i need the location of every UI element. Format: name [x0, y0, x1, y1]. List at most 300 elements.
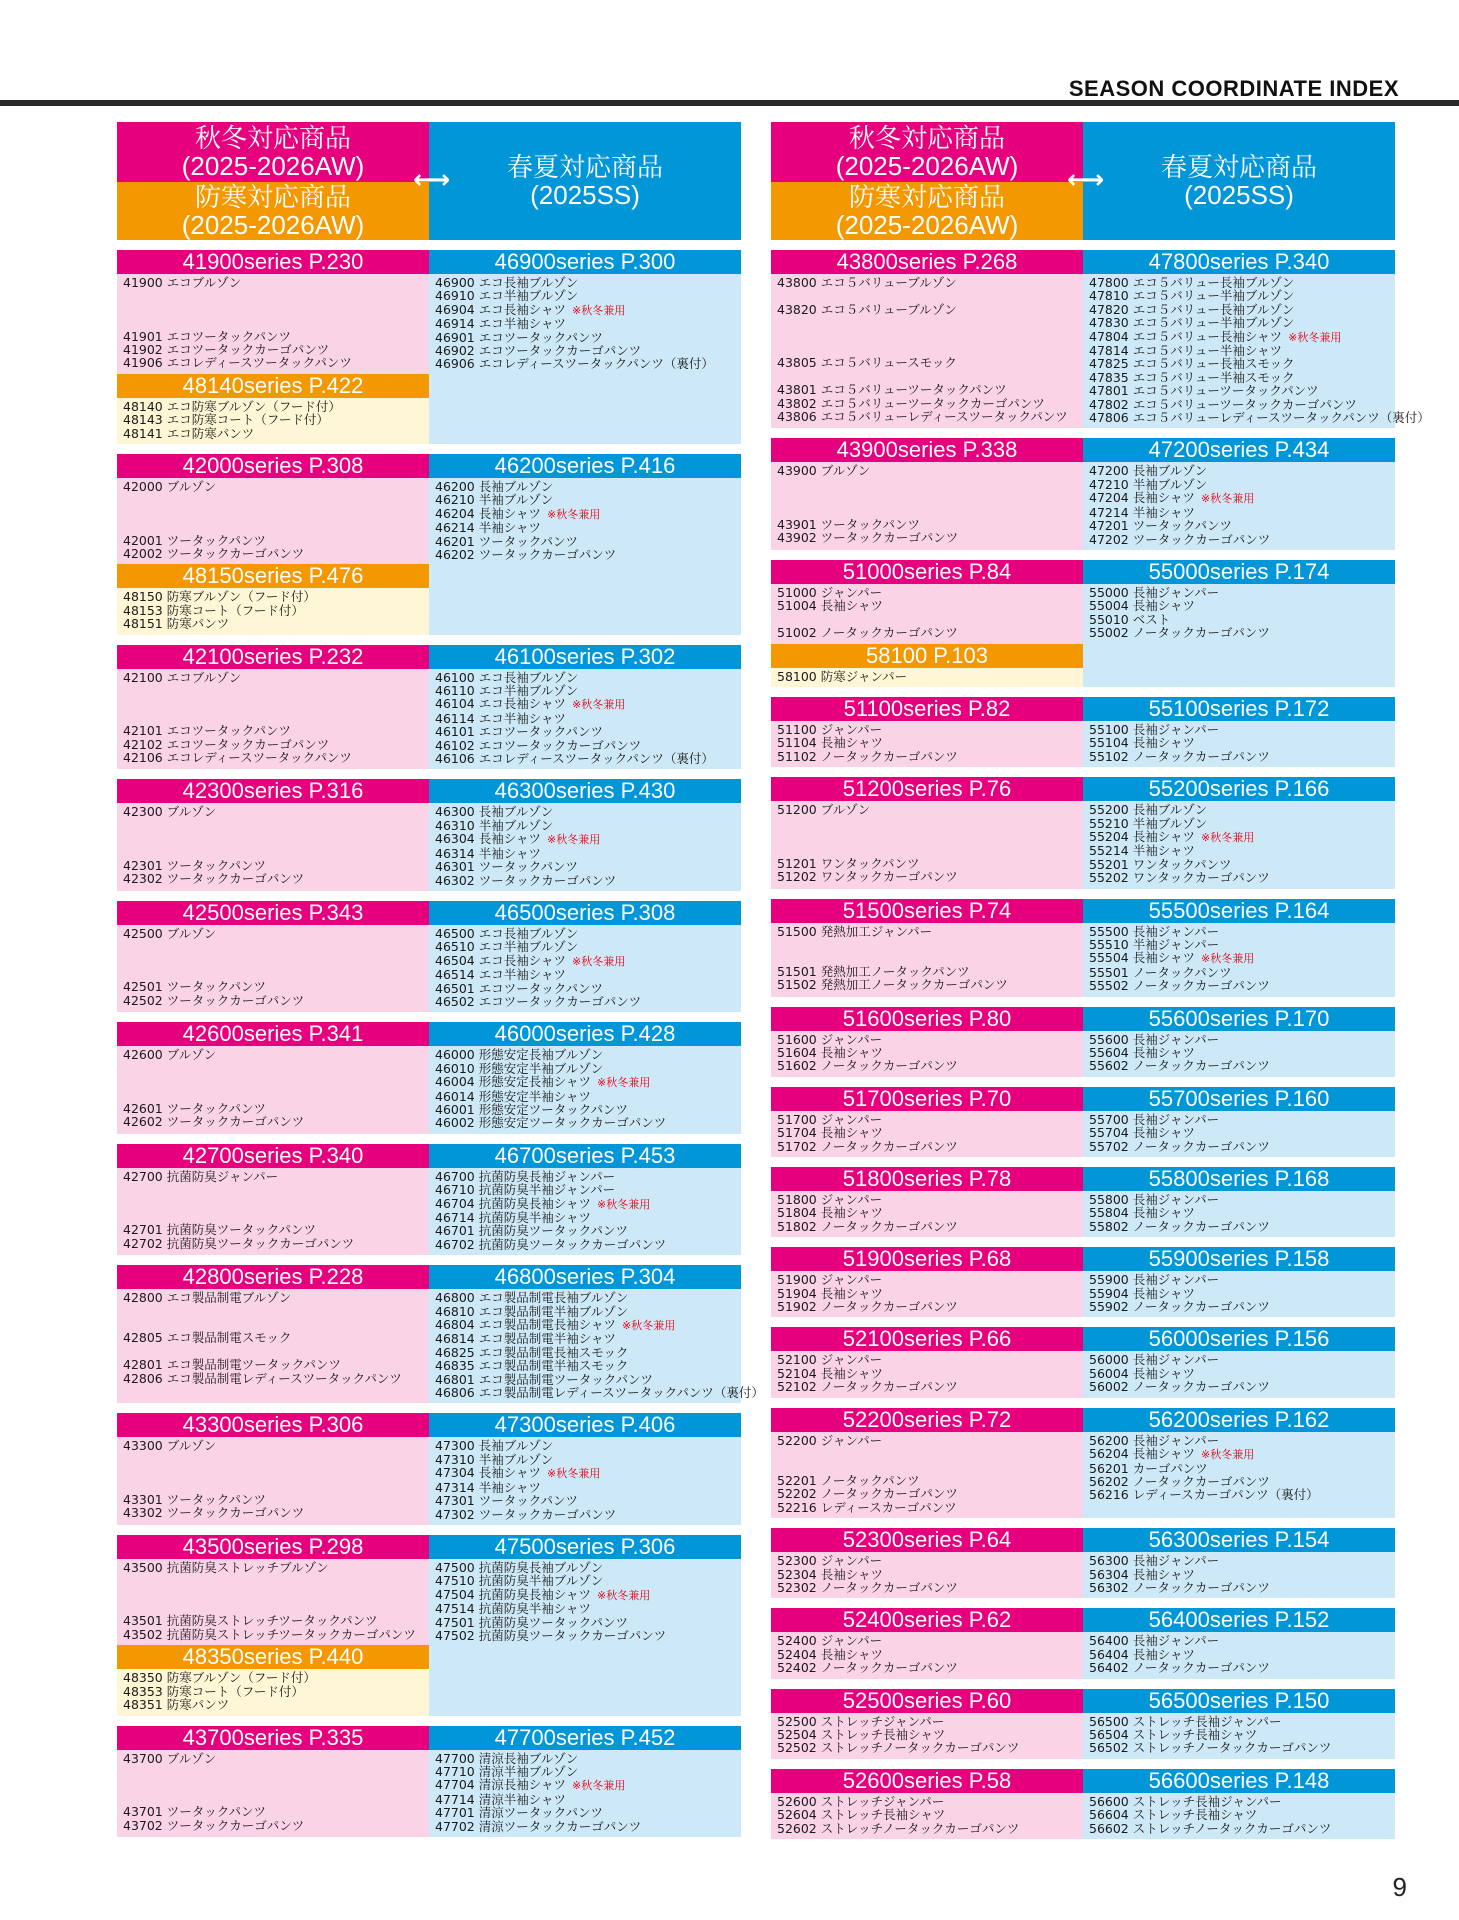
product-name: 46104 エコ長袖シャツ	[435, 696, 566, 712]
product-item: 51702 ノータックカーゴパンツ	[777, 1138, 958, 1154]
product-name: 56000 長袖ジャンパー	[1089, 1352, 1220, 1368]
column-header	[771, 122, 1395, 240]
product-item	[435, 1346, 735, 1359]
series-heading: 52200series P.72	[771, 1408, 1083, 1432]
series-heading: 51100series P.82	[771, 697, 1083, 721]
series-row	[771, 1087, 1395, 1157]
series-heading: 55500series P.164	[1083, 899, 1395, 923]
series-heading: 55100series P.172	[1083, 697, 1395, 721]
product-item: 52602 ストレッチノータックカーゴパンツ	[777, 1820, 1020, 1836]
spacer	[123, 1183, 423, 1196]
season-note: ※秋冬兼用	[1201, 1448, 1255, 1462]
series-items	[771, 584, 1083, 644]
product-item	[435, 1197, 735, 1211]
product-item	[1089, 938, 1389, 951]
product-name: 47202 ツータックカーゴパンツ	[1089, 531, 1271, 547]
autumn-winter-cell	[771, 250, 1083, 428]
series-row	[117, 1413, 741, 1524]
series-row	[771, 438, 1395, 549]
product-item	[435, 1466, 735, 1480]
product-item	[435, 521, 735, 534]
series-heading: 56200series P.162	[1083, 1408, 1395, 1432]
series-items	[429, 925, 741, 1012]
autumn-winter-cell	[771, 777, 1083, 888]
product-item: 52104 長袖シャツ	[777, 1365, 883, 1381]
product-item	[435, 1116, 735, 1129]
aw-header-title: 秋冬対応商品	[848, 123, 1005, 153]
product-item	[435, 1765, 735, 1778]
product-name: 55602 ノータックカーゴパンツ	[1089, 1058, 1270, 1074]
product-item	[435, 1332, 735, 1345]
spacer	[123, 1466, 423, 1479]
series-rows-left	[117, 249, 764, 1837]
spring-summer-cell	[1083, 249, 1430, 428]
spring-summer-cell	[1083, 697, 1395, 767]
spacer	[123, 711, 423, 724]
product-name: 55102 ノータックカーゴパンツ	[1089, 748, 1270, 764]
product-item	[435, 548, 735, 561]
series-heading: 46100series P.302	[429, 645, 741, 669]
spring-summer-cell	[1083, 1167, 1395, 1237]
spacer	[777, 370, 1077, 383]
product-item: 42801 エコ製品制電ツータックパンツ	[123, 1357, 341, 1373]
product-name: 47214 半袖シャツ	[1089, 504, 1195, 520]
series-items	[771, 1793, 1083, 1839]
series-items	[1083, 1031, 1395, 1077]
spring-summer-cell	[429, 1413, 741, 1524]
product-name: 47502 抗菌防臭ツータックカーゴパンツ	[435, 1627, 667, 1643]
product-item: 43902 ツータックカーゴパンツ	[777, 530, 959, 546]
product-item	[435, 1075, 735, 1089]
product-name: 46801 エコ製品制電ツータックパンツ	[435, 1371, 653, 1387]
product-item: 48150 防寒ブルゾン（フード付）	[123, 589, 316, 605]
product-item	[435, 832, 735, 846]
autumn-winter-cell	[117, 1022, 429, 1133]
autumn-winter-cell	[771, 560, 1083, 687]
product-item	[435, 968, 735, 981]
spacer	[777, 343, 1077, 356]
series-heading: 51500series P.74	[771, 899, 1083, 923]
spacer	[777, 316, 1077, 329]
product-item	[435, 1629, 735, 1642]
autumn-winter-cell	[117, 645, 429, 770]
autumn-winter-cell	[771, 438, 1083, 549]
product-name: 46304 長袖シャツ	[435, 831, 541, 847]
product-name: 56504 ストレッチ長袖シャツ	[1089, 1726, 1258, 1742]
product-item	[1089, 626, 1389, 639]
product-name: 55902 ノータックカーゴパンツ	[1089, 1299, 1270, 1315]
product-item	[435, 1170, 735, 1183]
series-row	[117, 1535, 741, 1716]
series-heading: 47200series P.434	[1083, 438, 1395, 462]
product-item	[1089, 599, 1389, 612]
product-item	[435, 1616, 735, 1629]
series-heading: 43500series P.298	[117, 1535, 429, 1559]
product-item: 41900 エコブルゾン	[123, 275, 242, 290]
product-item: 52604 ストレッチ長袖シャツ	[777, 1807, 946, 1823]
product-item: 42301 ツータックパンツ	[123, 858, 266, 874]
cold-header-title: 防寒対応商品	[848, 182, 1005, 212]
product-name: 46900 エコ長袖ブルゾン	[435, 275, 579, 290]
right-column	[771, 122, 1430, 1839]
product-name: 47701 清涼ツータックパンツ	[435, 1805, 603, 1821]
spring-summer-cell	[429, 1022, 741, 1133]
spring-summer-cell	[1083, 1327, 1395, 1397]
product-item: 51904 長袖シャツ	[777, 1285, 883, 1301]
spacer	[123, 507, 423, 520]
product-item: 51104 長袖シャツ	[777, 735, 883, 751]
spring-summer-cell	[429, 645, 741, 770]
product-name: 47210 半袖ブルゾン	[1089, 476, 1208, 492]
product-item	[1089, 1822, 1389, 1835]
double-arrow-icon: ⟷	[1067, 165, 1105, 195]
product-item: 48350 防寒ブルゾン（フード付）	[123, 1670, 316, 1686]
product-name: 47820 エコ５バリュー長袖ブルゾン	[1089, 301, 1295, 317]
product-name: 55002 ノータックカーゴパンツ	[1089, 625, 1270, 641]
season-note: ※秋冬兼用	[1288, 330, 1342, 344]
series-heading: 46300series P.430	[429, 779, 741, 803]
spring-summer-cell	[1083, 1608, 1395, 1678]
spacer	[123, 1305, 423, 1318]
series-row	[771, 1167, 1395, 1237]
aw-header-season: (2025-2026AW)	[835, 151, 1019, 181]
series-heading: 55700series P.160	[1083, 1087, 1395, 1111]
spring-summer-cell	[429, 1264, 764, 1403]
product-item: 42002 ツータックカーゴパンツ	[123, 546, 305, 561]
series-heading: 55800series P.168	[1083, 1167, 1395, 1191]
product-item	[435, 671, 735, 684]
spacer	[123, 303, 423, 316]
product-item	[1089, 1581, 1389, 1594]
product-item: 43900 ブルゾン	[777, 463, 871, 479]
product-name: 56404 長袖シャツ	[1089, 1646, 1195, 1662]
season-note: ※秋冬兼用	[597, 1588, 651, 1602]
series-items	[117, 478, 429, 564]
product-name: 55201 ワンタックパンツ	[1089, 856, 1232, 872]
series-heading: 42000series P.308	[117, 454, 429, 478]
series-items	[117, 274, 429, 374]
series-row	[771, 899, 1395, 997]
product-name: 46701 抗菌防臭ツータックパンツ	[435, 1223, 628, 1239]
series-items	[429, 1289, 764, 1403]
product-name: 56200 長袖ジャンパー	[1089, 1432, 1220, 1448]
product-item	[1089, 736, 1389, 749]
autumn-winter-cell	[771, 1327, 1083, 1397]
season-note: ※秋冬兼用	[597, 1076, 651, 1090]
spring-summer-cell	[429, 779, 741, 890]
series-heading: 42100series P.232	[117, 645, 429, 669]
series-items	[1083, 1432, 1395, 1518]
product-item: 51500 発熱加工ジャンパー	[777, 923, 933, 939]
product-item	[435, 1752, 735, 1765]
product-name: 46906 エコレディースツータックパンツ（裏付）	[435, 356, 714, 372]
product-name: 56201 カーゴパンツ	[1089, 1460, 1208, 1476]
aw-header-title: 秋冬対応商品	[194, 123, 351, 153]
spring-summer-cell	[429, 901, 741, 1012]
product-item	[435, 1481, 735, 1494]
product-item	[1089, 357, 1389, 370]
product-name: 56600 ストレッチ長袖ジャンパー	[1089, 1793, 1282, 1809]
product-name: 55000 長袖ジャンパー	[1089, 584, 1220, 600]
series-heading: 46800series P.304	[429, 1265, 741, 1289]
series-heading: 47500series P.306	[429, 1535, 741, 1559]
series-row	[771, 249, 1430, 428]
product-item: 42001 ツータックパンツ	[123, 532, 266, 548]
series-items	[771, 1552, 1083, 1598]
series-items	[429, 274, 741, 444]
product-name: 46504 エコ長袖シャツ	[435, 952, 566, 968]
product-item	[435, 507, 735, 521]
product-item: 41906 エコレディースツータックパンツ	[123, 355, 352, 371]
product-item: 48143 エコ防寒コート（フード付）	[123, 412, 329, 428]
series-heading: 46200series P.416	[429, 454, 741, 478]
series-heading: 48150series P.476	[117, 564, 429, 588]
product-item: 52402 ノータックカーゴパンツ	[777, 1660, 958, 1676]
spring-summer-cell	[429, 250, 741, 444]
product-name: 46310 半袖ブルゾン	[435, 817, 554, 833]
product-item	[1089, 289, 1389, 302]
spacer	[123, 493, 423, 506]
product-item: 42500 ブルゾン	[123, 925, 217, 941]
product-name: 47804 エコ５バリュー長袖シャツ	[1089, 328, 1283, 344]
season-note: ※秋冬兼用	[547, 833, 601, 847]
product-name: 56202 ノータックカーゴパンツ	[1089, 1473, 1270, 1489]
product-name: 46835 エコ製品制電半袖スモック	[435, 1358, 629, 1374]
series-items	[117, 803, 429, 890]
product-item	[1089, 613, 1389, 626]
product-item: 42701 抗菌防臭ツータックパンツ	[123, 1222, 316, 1238]
series-items	[117, 1289, 429, 1403]
product-name: 46200 長袖ブルゾン	[435, 479, 554, 495]
product-name: 47301 ツータックパンツ	[435, 1493, 578, 1509]
spacer	[777, 817, 1077, 830]
series-items	[1083, 584, 1395, 687]
series-items	[771, 1351, 1083, 1397]
cold-header-season: (2025-2026AW)	[181, 210, 365, 240]
series-items	[771, 721, 1083, 767]
season-note: ※秋冬兼用	[572, 954, 626, 968]
series-items	[1083, 462, 1395, 549]
spacer	[123, 1453, 423, 1466]
spacer	[123, 1075, 423, 1088]
series-items	[117, 1669, 429, 1715]
product-item	[435, 697, 735, 711]
product-item: 52216 レディースカーゴパンツ	[777, 1499, 957, 1515]
spacer	[777, 505, 1077, 518]
product-name: 46000 形態安定長袖ブルゾン	[435, 1047, 604, 1063]
product-item: 42302 ツータックカーゴパンツ	[123, 871, 305, 887]
series-items	[429, 478, 741, 635]
series-heading: 52500series P.60	[771, 1689, 1083, 1713]
product-name: 46825 エコ製品制電長袖スモック	[435, 1344, 629, 1360]
product-item	[1089, 1140, 1389, 1153]
autumn-winter-cell	[771, 1167, 1083, 1237]
series-items	[1083, 1713, 1395, 1759]
product-name: 55604 長袖シャツ	[1089, 1045, 1195, 1061]
spacer	[123, 1765, 423, 1778]
product-item	[435, 357, 735, 370]
product-item	[1089, 1475, 1389, 1488]
product-name: 47302 ツータックカーゴパンツ	[435, 1506, 617, 1522]
series-row	[117, 901, 741, 1012]
series-row	[771, 1408, 1395, 1518]
product-item	[1089, 1353, 1389, 1366]
product-name: 47504 抗菌防臭長袖シャツ	[435, 1586, 591, 1602]
spacer	[777, 491, 1077, 504]
product-item	[1089, 1648, 1389, 1661]
product-item: 42502 ツータックカーゴパンツ	[123, 992, 305, 1008]
aw-header-season: (2025-2026AW)	[181, 151, 365, 181]
product-item	[435, 725, 735, 738]
season-note: ※秋冬兼用	[1201, 952, 1255, 966]
product-item: 42106 エコレディースツータックパンツ	[123, 750, 352, 766]
series-items	[117, 1559, 429, 1645]
series-heading: 47800series P.340	[1083, 250, 1395, 274]
product-item	[1089, 478, 1389, 491]
product-name: 47801 エコ５バリューツータックパンツ	[1089, 383, 1319, 399]
product-item	[435, 712, 735, 725]
product-item: 42601 ツータックパンツ	[123, 1100, 266, 1116]
product-name: 46300 長袖ブルゾン	[435, 804, 554, 820]
autumn-winter-cell	[117, 454, 429, 635]
product-item: 42602 ツータックカーゴパンツ	[123, 1114, 305, 1130]
product-item	[1089, 519, 1389, 532]
product-name: 46100 エコ長袖ブルゾン	[435, 669, 579, 685]
product-item	[435, 1224, 735, 1237]
series-heading: 48140series P.422	[117, 374, 429, 398]
product-item: 51201 ワンタックパンツ	[777, 855, 920, 871]
cold-header	[117, 182, 429, 240]
product-name: 56500 ストレッチ長袖ジャンパー	[1089, 1713, 1282, 1729]
product-item	[1089, 1113, 1389, 1126]
spacer	[123, 1089, 423, 1102]
series-heading: 56000series P.156	[1083, 1327, 1395, 1351]
product-name: 47825 エコ５バリュー長袖スモック	[1089, 356, 1295, 372]
product-item: 51804 長袖シャツ	[777, 1205, 883, 1221]
autumn-winter-cell	[771, 1007, 1083, 1077]
spacer	[123, 1588, 423, 1601]
series-items	[1083, 274, 1430, 428]
product-item	[1089, 276, 1389, 289]
product-item	[435, 1359, 735, 1372]
product-item: 41901 エコツータックパンツ	[123, 328, 291, 344]
product-name: 56216 レディースカーゴパンツ（裏付）	[1089, 1487, 1319, 1503]
series-items	[771, 1111, 1083, 1157]
product-item	[1089, 506, 1389, 519]
autumn-winter-cell	[771, 697, 1083, 767]
product-item	[1089, 491, 1389, 505]
product-name: 46804 エコ製品制電長袖シャツ	[435, 1317, 616, 1333]
series-items	[1083, 1552, 1395, 1598]
product-item: 43800 エコ５バリューブルゾン	[777, 275, 957, 290]
series-items	[117, 1750, 429, 1837]
product-item: 51102 ノータックカーゴパンツ	[777, 748, 958, 764]
product-item	[1089, 1126, 1389, 1139]
product-name: 55504 長袖シャツ	[1089, 950, 1195, 966]
product-item: 43802 エコ５バリューツータックカーゴパンツ	[777, 395, 1045, 411]
series-items	[429, 669, 741, 770]
product-item	[1089, 1447, 1389, 1461]
product-item: 52200 ジャンパー	[777, 1432, 883, 1448]
product-name: 55704 長袖シャツ	[1089, 1125, 1195, 1141]
product-item: 48140 エコ防寒ブルゾン（フード付）	[123, 398, 341, 414]
spacer	[123, 697, 423, 710]
spacer	[123, 967, 423, 980]
series-items	[771, 1432, 1083, 1518]
product-item	[435, 1494, 735, 1507]
product-item: 51200 ブルゾン	[777, 802, 871, 818]
product-item	[435, 1778, 735, 1792]
series-items	[771, 1271, 1083, 1317]
product-item	[435, 874, 735, 887]
product-name: 47201 ツータックパンツ	[1089, 518, 1232, 534]
product-name: 56204 長袖シャツ	[1089, 1446, 1195, 1462]
season-note: ※秋冬兼用	[597, 1197, 651, 1211]
product-name: 55202 ワンタックカーゴパンツ	[1089, 870, 1270, 886]
product-name: 46302 ツータックカーゴパンツ	[435, 872, 617, 888]
series-items	[1083, 801, 1395, 888]
series-items	[1083, 1793, 1395, 1839]
spacer	[123, 520, 423, 533]
season-note: ※秋冬兼用	[572, 698, 626, 712]
page-number: 9	[1392, 1872, 1407, 1902]
series-heading: 51600series P.80	[771, 1007, 1083, 1031]
product-item	[1089, 750, 1389, 763]
product-name: 55104 長袖シャツ	[1089, 735, 1195, 751]
series-row	[771, 697, 1395, 767]
season-note: ※秋冬兼用	[1201, 492, 1255, 506]
ss-header-title: 春夏対応商品	[1160, 152, 1317, 182]
product-item	[435, 1793, 735, 1806]
cold-header	[771, 182, 1083, 240]
product-item	[1089, 1033, 1389, 1046]
spacer	[123, 1318, 423, 1331]
product-name: 56402 ノータックカーゴパンツ	[1089, 1660, 1270, 1676]
product-item	[1089, 330, 1389, 344]
product-item: 51802 ノータックカーゴパンツ	[777, 1218, 958, 1234]
product-item	[1089, 303, 1389, 316]
product-item	[1089, 858, 1389, 871]
product-item	[435, 1602, 735, 1615]
spring-summer-cell	[1083, 560, 1395, 687]
product-item: 43301 ツータックパンツ	[123, 1492, 266, 1508]
product-item: 42000 ブルゾン	[123, 479, 217, 495]
product-name: 47710 清涼半袖ブルゾン	[435, 1763, 579, 1779]
product-item	[435, 1090, 735, 1103]
column-header	[117, 122, 741, 240]
product-item	[1089, 1380, 1389, 1393]
product-item	[435, 1211, 735, 1224]
series-row	[771, 1007, 1395, 1077]
series-items	[429, 1046, 741, 1133]
product-item	[1089, 586, 1389, 599]
series-row	[771, 1769, 1395, 1839]
cold-header-title: 防寒対応商品	[194, 182, 351, 212]
series-items	[771, 801, 1083, 888]
product-item	[435, 1062, 735, 1075]
spacer	[123, 1601, 423, 1614]
series-items	[771, 274, 1083, 428]
product-name: 56002 ノータックカーゴパンツ	[1089, 1379, 1270, 1395]
product-name: 55802 ノータックカーゴパンツ	[1089, 1218, 1270, 1234]
product-item: 52600 ストレッチジャンパー	[777, 1793, 945, 1809]
spacer	[123, 1778, 423, 1791]
product-item: 48153 防寒コート（フード付）	[123, 602, 304, 618]
product-item	[1089, 1488, 1389, 1501]
series-items	[1083, 1632, 1395, 1678]
series-items	[429, 1559, 741, 1716]
product-item	[1089, 1554, 1389, 1567]
